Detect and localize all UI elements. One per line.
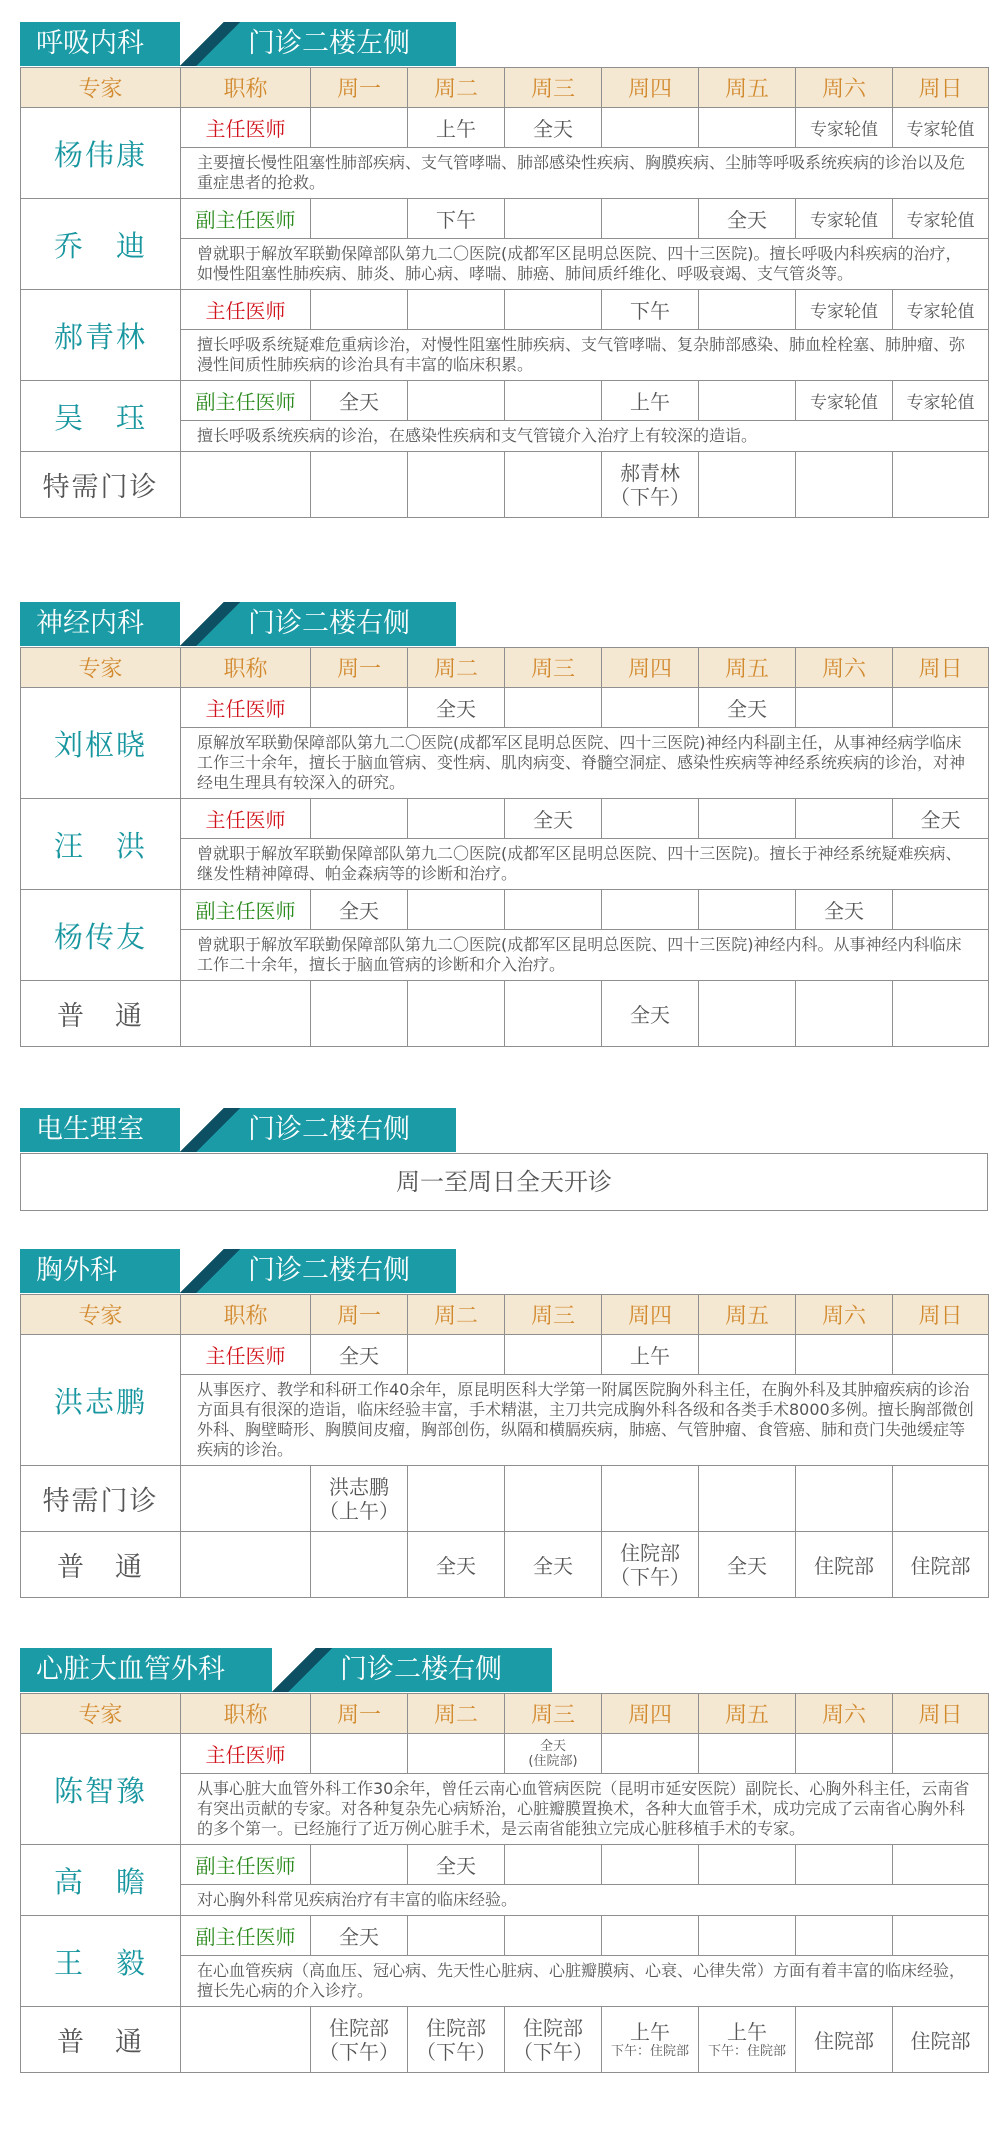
day-cell (311, 2007, 408, 2073)
col-tue: 周二 (408, 1694, 505, 1734)
cell-line: 洪志鹏 (329, 1474, 389, 1499)
col-sun: 周日 (893, 68, 989, 108)
day-cell: 全天 (699, 688, 796, 728)
col-title: 职称 (181, 68, 311, 108)
day-cell: 专家轮值 (796, 290, 893, 330)
general-clinic-label: 普 通 (21, 981, 181, 1047)
cell-line: 住院部 (523, 2015, 583, 2040)
day-cell (408, 799, 505, 839)
doctor-schedule-row (21, 199, 989, 239)
dept-name: 心脏大血管外科 (20, 1648, 272, 1692)
doctor-description: 从事心脏大血管外科工作30余年，曾任云南心血管病医院（昆明市延安医院）副院长、心胸外科主任，云南省有突出贡献的专家。对各种复杂先心病矫治，心脏瓣膜置换术，各种大血管手术，成功完成了云南省心胸外科的多个第一。已经施行了近万例心脏手术，是云南省能独立完成心脏移植手术的专家。 (181, 1774, 989, 1845)
col-title: 职称 (181, 1694, 311, 1734)
neuro-section (20, 602, 988, 1047)
day-cell: 全天 (699, 199, 796, 239)
day-cell (893, 1335, 989, 1375)
doctor-name: 高 瞻 (21, 1845, 181, 1916)
doctor-description: 对心胸外科常见疾病治疗有丰富的临床经验。 (181, 1885, 989, 1916)
day-cell (602, 2007, 699, 2073)
general-clinic-row (21, 981, 989, 1047)
day-cell: 全天 (311, 1916, 408, 1956)
doctor-name: 乔 迪 (21, 199, 181, 290)
schedule-table (20, 647, 989, 1047)
day-cell (699, 108, 796, 148)
schedule-table (20, 1294, 989, 1598)
doctor-title: 主任医师 (181, 1734, 311, 1774)
day-cell (505, 1734, 602, 1774)
col-fri: 周五 (699, 68, 796, 108)
doctor-description: 曾就职于解放军联勤保障部队第九二〇医院(成都军区昆明总医院、四十三医院)神经内科。从事神经内科临床工作二十余年，擅长于脑血管病的诊断和介入治疗。 (181, 930, 989, 981)
doctor-title: 副主任医师 (181, 381, 311, 421)
day-cell (699, 1335, 796, 1375)
day-cell: 全天 (602, 981, 699, 1047)
day-cell: 全天 (408, 1532, 505, 1598)
cardio-section (20, 1648, 988, 2073)
day-cell (311, 799, 408, 839)
day-cell (505, 199, 602, 239)
day-cell: 住院部 (893, 1532, 989, 1598)
day-cell: 全天 (311, 381, 408, 421)
section-header (20, 602, 988, 646)
doctor-name: 郝青林 (21, 290, 181, 381)
cell-line: 郝青林 (620, 460, 680, 485)
doctor-description: 曾就职于解放军联勤保障部队第九二〇医院(成都军区昆明总医院、四十三医院)。擅长呼吸内科疾病的治疗，如慢性阻塞性肺疾病、肺炎、肺心病、哮喘、肺癌、肺间质纤维化、呼吸衰竭、支气管炎等。 (181, 239, 989, 290)
special-clinic-row (21, 1466, 989, 1532)
section-header (20, 1249, 988, 1293)
day-cell (505, 1335, 602, 1375)
general-clinic-label: 普 通 (21, 1532, 181, 1598)
cell-line: 住院部 (426, 2015, 486, 2040)
doctor-name: 杨伟康 (21, 108, 181, 199)
general-clinic-label: 普 通 (21, 2007, 181, 2073)
doctor-title: 主任医师 (181, 688, 311, 728)
day-cell (505, 1845, 602, 1885)
day-cell: 专家轮值 (893, 108, 989, 148)
doctor-schedule-row (21, 890, 989, 930)
col-mon: 周一 (311, 1694, 408, 1734)
cell-line: （下午） (416, 2039, 496, 2064)
col-wed: 周三 (505, 1694, 602, 1734)
doctor-schedule-row (21, 1845, 989, 1885)
schedule-table (20, 1693, 989, 2073)
day-cell (505, 290, 602, 330)
col-tue: 周二 (408, 68, 505, 108)
dept-name: 胸外科 (20, 1249, 180, 1293)
day-cell: 专家轮值 (893, 290, 989, 330)
doctor-title: 主任医师 (181, 290, 311, 330)
doctor-schedule-row (21, 108, 989, 148)
day-cell: 上午 (602, 1335, 699, 1375)
day-cell (311, 199, 408, 239)
dept-name: 神经内科 (20, 602, 180, 646)
day-cell (699, 290, 796, 330)
day-cell (602, 799, 699, 839)
day-cell (796, 1335, 893, 1375)
section-header (20, 1108, 988, 1152)
day-cell (699, 1916, 796, 1956)
doctor-description: 从事医疗、教学和科研工作40余年，原昆明医科大学第一附属医院胸外科主任，在胸外科及其肿瘤疾病的诊治方面具有很深的造诣，临床经验丰富，手术精湛，主刀共完成胸外科各级和各类手术8000多例。擅长胸部微创外科、胸壁畸形、胸膜间皮瘤，胸部创伤，纵隔和横膈疾病，肺癌、气管肿瘤、食管癌、肺和贲门失弛缓症等疾病的诊治。 (181, 1375, 989, 1466)
day-cell (505, 381, 602, 421)
day-cell: 专家轮值 (796, 381, 893, 421)
col-tue: 周二 (408, 1295, 505, 1335)
col-title: 职称 (181, 1295, 311, 1335)
day-cell: 专家轮值 (796, 108, 893, 148)
col-sat: 周六 (796, 648, 893, 688)
day-cell (699, 799, 796, 839)
special-clinic-label: 特需门诊 (21, 452, 181, 518)
header-divider (180, 22, 240, 66)
day-cell (408, 890, 505, 930)
col-thu: 周四 (602, 1295, 699, 1335)
doctor-title: 副主任医师 (181, 199, 311, 239)
doctor-title: 主任医师 (181, 1335, 311, 1375)
header-divider (180, 1249, 240, 1293)
day-cell (602, 199, 699, 239)
day-cell (505, 890, 602, 930)
cell-line: （下午） (610, 1564, 690, 1589)
day-cell (699, 1845, 796, 1885)
cell-line: （上午） (319, 1498, 399, 1523)
day-cell: 上午 (408, 108, 505, 148)
doctor-name: 杨传友 (21, 890, 181, 981)
doctor-description: 曾就职于解放军联勤保障部队第九二〇医院(成都军区昆明总医院、四十三医院)。擅长于神经系统疑难疾病、继发性精神障碍、帕金森病等的诊断和治疗。 (181, 839, 989, 890)
day-cell: 全天 (893, 799, 989, 839)
special-clinic-row (21, 452, 989, 518)
doctor-schedule-row (21, 1916, 989, 1956)
day-cell (796, 1916, 893, 1956)
col-thu: 周四 (602, 68, 699, 108)
day-cell (893, 1916, 989, 1956)
cell-line: 下午：住院部 (610, 2044, 689, 2059)
day-cell (699, 381, 796, 421)
header-row (21, 1295, 989, 1335)
day-cell (796, 688, 893, 728)
col-fri: 周五 (699, 1694, 796, 1734)
cell-line: 住院部 (620, 1540, 680, 1565)
day-cell: 全天 (505, 1532, 602, 1598)
day-cell (408, 1335, 505, 1375)
header-row (21, 1694, 989, 1734)
cell-line: 上午 (727, 2020, 767, 2044)
doctor-schedule-row (21, 1335, 989, 1375)
doctor-title: 主任医师 (181, 799, 311, 839)
doctor-description: 主要擅长慢性阻塞性肺部疾病、支气管哮喘、肺部感染性疾病、胸膜疾病、尘肺等呼吸系统疾病的诊治以及危重症患者的抢救。 (181, 148, 989, 199)
day-cell (408, 2007, 505, 2073)
day-cell (311, 108, 408, 148)
doctor-schedule-row (21, 290, 989, 330)
col-wed: 周三 (505, 1295, 602, 1335)
day-cell: 全天 (408, 1845, 505, 1885)
day-cell (408, 381, 505, 421)
day-cell: 全天 (311, 1335, 408, 1375)
day-cell (893, 1845, 989, 1885)
ep-section (20, 1108, 988, 1211)
header-divider (180, 1108, 240, 1152)
doctor-title: 副主任医师 (181, 890, 311, 930)
dept-name: 呼吸内科 (20, 22, 180, 66)
col-sat: 周六 (796, 68, 893, 108)
day-cell (311, 1845, 408, 1885)
cell-line: （下午） (319, 2039, 399, 2064)
col-sat: 周六 (796, 1295, 893, 1335)
col-mon: 周一 (311, 68, 408, 108)
general-clinic-row (21, 1532, 989, 1598)
doctor-name: 王 毅 (21, 1916, 181, 2007)
doctor-schedule-row (21, 799, 989, 839)
section-header (20, 22, 988, 66)
day-cell (505, 1916, 602, 1956)
col-expert: 专家 (21, 1694, 181, 1734)
dept-location: 门诊二楼右侧 (332, 1648, 552, 1692)
day-cell (311, 1466, 408, 1532)
doctor-name: 陈智豫 (21, 1734, 181, 1845)
day-cell: 全天 (796, 890, 893, 930)
day-cell: 全天 (311, 890, 408, 930)
day-cell (602, 1845, 699, 1885)
day-cell (602, 1916, 699, 1956)
day-cell (505, 688, 602, 728)
col-mon: 周一 (311, 648, 408, 688)
doctor-title: 副主任医师 (181, 1916, 311, 1956)
col-title: 职称 (181, 648, 311, 688)
day-cell: 全天 (408, 688, 505, 728)
day-cell (602, 688, 699, 728)
col-sun: 周日 (893, 1295, 989, 1335)
respiratory-section (20, 22, 988, 518)
col-expert: 专家 (21, 68, 181, 108)
day-cell: 住院部 (893, 2007, 989, 2073)
day-cell (602, 1532, 699, 1598)
cell-line: 全天 (539, 1738, 566, 1754)
doctor-name: 洪志鹏 (21, 1335, 181, 1466)
day-cell (699, 2007, 796, 2073)
doctor-description: 原解放军联勤保障部队第九二〇医院(成都军区昆明总医院、四十三医院)神经内科副主任，从事神经病学临床工作三十余年，擅长于脑血管病、变性病、肌肉病变、脊髓空洞症、感染性疾病等神经系统疾病的诊治，对神经电生理具有较深入的研究。 (181, 728, 989, 799)
day-cell (699, 890, 796, 930)
doctor-description: 擅长呼吸系统疾病的诊治，在感染性疾病和支气管镜介入治疗上有较深的造诣。 (181, 421, 989, 452)
doctor-schedule-row (21, 381, 989, 421)
col-thu: 周四 (602, 1694, 699, 1734)
doctor-name: 汪 洪 (21, 799, 181, 890)
col-sun: 周日 (893, 648, 989, 688)
day-cell (893, 890, 989, 930)
day-cell (796, 799, 893, 839)
doctor-title: 主任医师 (181, 108, 311, 148)
dept-name: 电生理室 (20, 1108, 180, 1152)
day-cell (602, 890, 699, 930)
day-cell: 专家轮值 (893, 199, 989, 239)
dept-location: 门诊二楼右侧 (240, 1108, 456, 1152)
dept-location: 门诊二楼左侧 (240, 22, 456, 66)
general-clinic-row (21, 2007, 989, 2073)
doctor-description: 在心血管疾病（高血压、冠心病、先天性心脏病、心脏瓣膜病、心衰、心律失常）方面有着丰富的临床经验，擅长先心病的介入诊疗。 (181, 1956, 989, 2007)
day-cell: 全天 (505, 799, 602, 839)
col-fri: 周五 (699, 648, 796, 688)
doctor-schedule-row (21, 688, 989, 728)
day-cell (505, 2007, 602, 2073)
schedule-table (20, 67, 989, 518)
cell-line: 住院部 (329, 2015, 389, 2040)
special-clinic-label: 特需门诊 (21, 1466, 181, 1532)
col-wed: 周三 (505, 68, 602, 108)
col-thu: 周四 (602, 648, 699, 688)
col-mon: 周一 (311, 1295, 408, 1335)
cell-line: （下午） (610, 484, 690, 509)
day-cell (796, 1845, 893, 1885)
day-cell: 下午 (602, 290, 699, 330)
day-cell (602, 452, 699, 518)
day-cell (602, 108, 699, 148)
header-divider (272, 1648, 332, 1692)
header-divider (180, 602, 240, 646)
col-tue: 周二 (408, 648, 505, 688)
section-header (20, 1648, 988, 1692)
col-expert: 专家 (21, 1295, 181, 1335)
day-cell: 下午 (408, 199, 505, 239)
dept-location: 门诊二楼右侧 (240, 602, 456, 646)
header-row (21, 648, 989, 688)
day-cell: 专家轮值 (893, 381, 989, 421)
ep-open-notice: 周一至周日全天开诊 (20, 1153, 988, 1211)
cell-line: (住院部) (528, 1753, 578, 1769)
day-cell (311, 290, 408, 330)
doctor-name: 吴 珏 (21, 381, 181, 452)
col-sat: 周六 (796, 1694, 893, 1734)
day-cell (408, 1916, 505, 1956)
doctor-description: 擅长呼吸系统疑难危重病诊治，对慢性阻塞性肺疾病、支气管哮喘、复杂肺部感染、肺血栓栓塞、肺肿瘤、弥漫性间质性肺疾病的诊治具有丰富的临床积累。 (181, 330, 989, 381)
doctor-title: 副主任医师 (181, 1845, 311, 1885)
cell-line: 上午 (630, 2020, 670, 2044)
day-cell: 专家轮值 (796, 199, 893, 239)
day-cell: 上午 (602, 381, 699, 421)
thoracic-section (20, 1249, 988, 1598)
col-sun: 周日 (893, 1694, 989, 1734)
day-cell: 全天 (699, 1532, 796, 1598)
col-fri: 周五 (699, 1295, 796, 1335)
day-cell: 住院部 (796, 2007, 893, 2073)
day-cell: 全天 (505, 108, 602, 148)
day-cell: 住院部 (796, 1532, 893, 1598)
cell-line: 下午：住院部 (707, 2044, 786, 2059)
col-wed: 周三 (505, 648, 602, 688)
day-cell (408, 290, 505, 330)
doctor-schedule-row (21, 1734, 989, 1774)
col-expert: 专家 (21, 648, 181, 688)
day-cell (893, 688, 989, 728)
day-cell (311, 688, 408, 728)
header-row (21, 68, 989, 108)
cell-line: （下午） (513, 2039, 593, 2064)
dept-location: 门诊二楼右侧 (240, 1249, 456, 1293)
doctor-name: 刘枢晓 (21, 688, 181, 799)
